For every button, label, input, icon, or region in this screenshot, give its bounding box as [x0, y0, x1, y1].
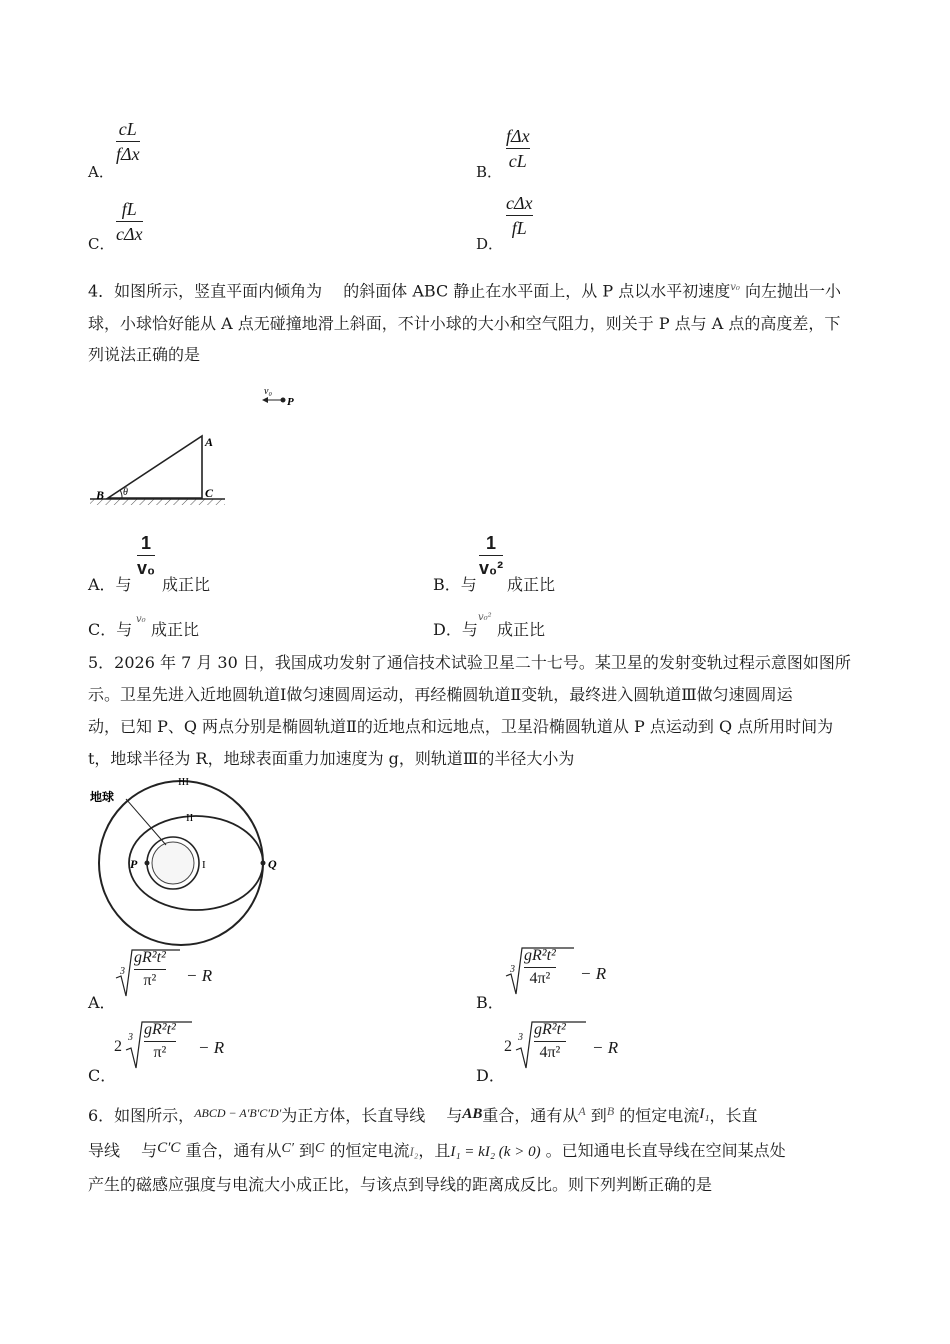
- q6-edge-cc: C′C: [157, 1140, 181, 1156]
- q6-text: 的恒定电流: [329, 1141, 410, 1160]
- q3-option-d-label: D．: [476, 235, 504, 253]
- q6-text: ，且: [418, 1141, 451, 1160]
- root-index: 3: [120, 966, 125, 977]
- q6-text: 到: [299, 1141, 316, 1160]
- q4-stem-line-1: [88, 278, 841, 301]
- figure-a-label: A: [205, 435, 214, 449]
- fraction-denominator: cL: [508, 151, 527, 171]
- figure-theta-label: θ: [123, 487, 128, 498]
- fraction-numerator: 1: [486, 533, 497, 553]
- figure-c-label: C: [205, 486, 214, 500]
- fraction-denominator: π²: [143, 972, 157, 989]
- q3-option-a-fraction: [116, 118, 140, 165]
- q6-point-c: C: [315, 1141, 325, 1156]
- q4-option-a-label: A．与: [88, 575, 132, 594]
- fraction-denominator: 4π²: [529, 970, 551, 987]
- q6-current-relation: I₁ = kI₂ (k > 0): [450, 1144, 541, 1160]
- q6-text: 导线 与: [88, 1141, 158, 1160]
- root-index: 3: [128, 1032, 133, 1043]
- q4-incline-figure: [86, 380, 294, 515]
- q3-option-b-label: B．: [476, 163, 503, 181]
- earth-label: 地球: [90, 790, 115, 804]
- q4-option-b-label: B．与: [433, 575, 477, 594]
- orbit-iii-label: III: [178, 776, 189, 788]
- fraction-denominator: 4π²: [539, 1044, 561, 1061]
- q4-stem-line-2: 球，小球恰好能从 A 点无碰撞地滑上斜面，不计小球的大小和空气阻力，则关于 P 点与 A 点的高度差，下: [88, 314, 841, 333]
- root-index: 3: [518, 1032, 523, 1043]
- fraction-numerator: gR²t²: [534, 1021, 566, 1038]
- orbit-i-label: I: [202, 859, 206, 871]
- q6-text: ，长直: [709, 1106, 758, 1125]
- q4-option-c-symbol: v₀: [136, 614, 146, 625]
- q4-stem-line-3: 列说法正确的是: [88, 345, 201, 364]
- minus-r: − R: [580, 964, 607, 983]
- minus-r: − R: [592, 1038, 619, 1057]
- q5-stem-line-3: 动，已知 P、Q 两点分别是椭圆轨道Ⅱ的近地点和远地点，卫星沿椭圆轨道从 P 点运动到 Q 点所用时间为: [88, 717, 834, 736]
- q6-text: 重合，通有从: [482, 1106, 579, 1125]
- q3-option-b-fraction: [506, 125, 530, 172]
- q6-point-a: A: [578, 1104, 586, 1118]
- q6-point-c-prime: C′: [281, 1141, 294, 1156]
- fraction-numerator: cΔx: [506, 193, 533, 213]
- figure-p-label: P: [287, 396, 294, 408]
- q6-stem-line-1: [88, 1101, 758, 1126]
- q4-option-d-suffix: 成正比: [497, 620, 546, 639]
- coefficient: 2: [504, 1038, 512, 1055]
- fraction-denominator: cΔx: [116, 224, 143, 244]
- orbit-ii-label: II: [186, 812, 194, 824]
- point-p: [281, 398, 286, 403]
- q6-current-i2: I₂: [409, 1144, 419, 1159]
- point-p: [145, 861, 150, 866]
- minus-r: − R: [186, 966, 213, 985]
- q4-option-d-symbol: v₀²: [478, 612, 492, 623]
- q4-stem-line-1-text: 4．如图所示，竖直平面内倾角为 的斜面体 ABC 静止在水平面上，从 P 点以水平初速度: [88, 281, 731, 301]
- q5-option-b-label: B．: [476, 993, 504, 1012]
- q4-option-a-suffix: 成正比: [162, 575, 211, 594]
- q6-point-b: B: [606, 1104, 615, 1118]
- point-q: [261, 861, 266, 866]
- fraction-denominator: π²: [153, 1044, 167, 1061]
- earth: [152, 842, 194, 884]
- q6-text: 为正方体，长直导线 与: [281, 1106, 463, 1125]
- fraction-numerator: cL: [118, 119, 137, 139]
- q3-option-a-label: A．: [88, 163, 114, 181]
- q6-edge-ab: AB: [462, 1106, 483, 1122]
- q6-cube-label: ABCD − A′B′C′D′: [194, 1106, 282, 1120]
- fraction-numerator: fΔx: [506, 126, 530, 146]
- fraction-denominator: v₀: [137, 558, 156, 578]
- q3-option-c-fraction: [116, 198, 143, 245]
- fraction-denominator: v₀²: [479, 558, 504, 578]
- point-q-label: Q: [268, 857, 277, 871]
- radicand-fraction: [134, 948, 166, 991]
- fraction-numerator: gR²t²: [144, 1021, 176, 1038]
- fraction-numerator: gR²t²: [134, 949, 166, 966]
- fraction-numerator: 1: [141, 533, 152, 553]
- q6-text: 到: [590, 1106, 607, 1125]
- radicand-fraction: [524, 946, 556, 989]
- figure-b-label: B: [96, 488, 105, 502]
- q4-option-c-label: C．与: [88, 620, 133, 639]
- q4-stem-line-1-end: 向左抛出一小: [745, 281, 842, 301]
- q6-text: 的恒定电流: [619, 1106, 700, 1125]
- q6-text: 6．如图所示，: [88, 1106, 195, 1125]
- q4-option-b-fraction: [479, 532, 503, 579]
- q4-v0-symbol: v₀: [730, 282, 740, 293]
- fraction-numerator: fL: [121, 199, 137, 219]
- q5-option-c-label: C．: [88, 1066, 117, 1085]
- coefficient: 2: [114, 1038, 122, 1055]
- q6-stem-line-2: [88, 1138, 786, 1162]
- q5-option-a-label: A．: [88, 993, 116, 1012]
- q4-option-d-label: D．与: [433, 620, 478, 639]
- q5-stem-line-2: 示。卫星先进入近地圆轨道Ⅰ做匀速圆周运动，再经椭圆轨道Ⅱ变轨，最终进入圆轨道Ⅲ做匀速圆周运: [88, 685, 793, 704]
- fraction-numerator: gR²t²: [524, 947, 556, 964]
- q5-stem-line-4: t，地球半径为 R，地球表面重力加速度为 g，则轨道Ⅲ的半径大小为: [88, 749, 575, 768]
- minus-r: − R: [198, 1038, 225, 1057]
- radicand-fraction: [144, 1020, 176, 1063]
- q4-option-b-suffix: 成正比: [507, 575, 556, 594]
- q5-option-d-label: D．: [476, 1066, 505, 1085]
- radicand-fraction: [534, 1020, 566, 1063]
- q6-stem-line-3: 产生的磁感应强度与电流大小成正比，与该点到导线的距离成反比。则下列判断正确的是: [88, 1175, 713, 1194]
- q6-text: 。已知通电长直导线在空间某点处: [545, 1141, 786, 1160]
- fraction-denominator: fL: [511, 218, 527, 238]
- q5-stem-line-1: 5．2026 年 7 月 30 日，我国成功发射了通信技术试验卫星二十七号。某卫星的发射变轨过程示意图如图所: [88, 653, 851, 672]
- root-index: 3: [510, 964, 515, 975]
- q4-option-c-suffix: 成正比: [151, 620, 200, 639]
- q6-text: 重合，通有从: [185, 1141, 282, 1160]
- q3-option-c-label: C．: [88, 235, 115, 253]
- point-p-label: P: [130, 857, 138, 871]
- q6-current-i1: I₁: [699, 1106, 710, 1122]
- q3-option-d-fraction: [506, 192, 533, 239]
- fraction-denominator: fΔx: [116, 144, 140, 164]
- figure-v0-label: v₀: [264, 386, 272, 397]
- q4-option-a-fraction: [137, 532, 155, 579]
- q5-orbit-figure: [86, 775, 286, 935]
